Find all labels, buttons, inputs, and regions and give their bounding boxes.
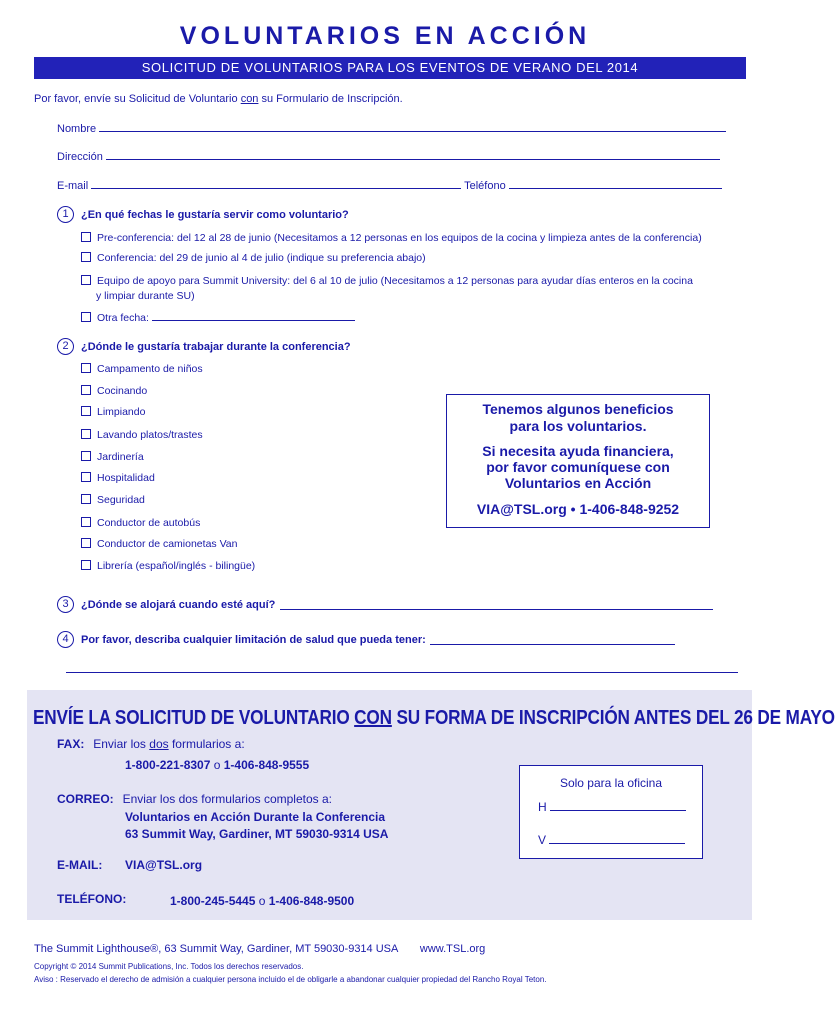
checkbox-icon[interactable] [81,275,91,285]
option-label: Equipo de apoyo para Summit University: del 6 al 10 de julio (Necesitamos a 12 personas para ayudar días enteros en la cocina [97,275,693,287]
phone-label: Teléfono [464,180,506,192]
office-h-row [538,800,686,814]
address-field[interactable] [106,149,720,160]
fax-text-after: formularios a: [168,737,245,751]
checkbox-icon[interactable] [81,406,91,416]
q1-option-support-team-cont: y limpiar durante SU) [96,290,195,302]
fax-number-1[interactable]: 1-800-221-8307 [125,758,211,772]
mail-address-2: 63 Summit Way, Gardiner, MT 59030-9314 USA [125,827,389,841]
checkbox-icon[interactable] [81,429,91,439]
phone-or: o [255,894,269,908]
office-h-field[interactable] [550,800,686,811]
option-label: Campamento de niños [97,363,203,375]
checkbox-icon[interactable] [81,538,91,548]
question-2 [57,338,351,356]
benefits-line-5: Voluntarios en Acción [504,475,652,491]
phone-label-bottom: TELÉFONO: [57,892,127,906]
submission-title-after: SU FORMA DE INSCRIPCIÓN ANTES DEL 26 DE MAYO [391,707,835,729]
mail-label: CORREO: [57,792,114,806]
fax-or: o [210,758,224,772]
submission-title [33,707,835,730]
question-3-text: ¿Dónde se alojará cuando esté aquí? [81,598,276,611]
option-label: Lavando platos/trastes [97,429,203,441]
form-banner: SOLICITUD DE VOLUNTARIOS PARA LOS EVENTOS DE VERANO DEL 2014 [34,57,746,79]
question-number-2: 2 [57,338,74,355]
phone-field[interactable] [509,178,722,189]
intro-text [34,93,403,105]
q1-option-preconference[interactable] [81,231,702,245]
benefits-line-2: para los voluntarios. [509,418,647,434]
intro-before: Por favor, envíe su Solicitud de Voluntario [34,93,241,105]
checkbox-icon[interactable] [81,560,91,570]
checkbox-icon[interactable] [81,472,91,482]
question-2-text: ¿Dónde le gustaría trabajar durante la conferencia? [81,340,351,353]
q2-option-bookstore[interactable] [81,559,255,573]
option-label: Jardinería [97,451,144,463]
footer-website-link[interactable]: www.TSL.org [419,943,486,955]
fax-numbers [125,756,309,774]
benefits-line-1: Tenemos algunos beneficios [482,401,674,417]
question-1-text: ¿En qué fechas le gustaría servir como voluntario? [81,208,349,221]
fax-text-before: Enviar los [93,737,150,751]
office-h-label: H [538,800,547,814]
checkbox-icon[interactable] [81,517,91,527]
q2-option-van-driver[interactable] [81,537,237,551]
question-3 [57,596,713,614]
question-1 [57,206,349,224]
fax-row [57,735,245,753]
checkbox-icon[interactable] [81,451,91,461]
checkbox-icon[interactable] [81,232,91,242]
q2-option-dishes[interactable] [81,428,203,442]
name-field[interactable] [99,121,726,132]
checkbox-icon[interactable] [81,252,91,262]
email-phone-row [57,178,722,192]
health-field-line-2[interactable] [66,672,738,673]
checkbox-icon[interactable] [81,312,91,322]
name-label: Nombre [57,123,97,135]
q2-option-cleaning[interactable] [81,405,145,419]
intro-underlined: con [240,93,259,105]
office-use-title: Solo para la oficina [559,776,663,790]
q2-option-cooking[interactable] [81,384,147,398]
name-row [57,121,726,135]
question-4-text: Por favor, describa cualquier limitación de salud que pueda tener: [81,633,426,646]
checkbox-icon[interactable] [81,494,91,504]
option-label: Conductor de autobús [97,517,201,529]
option-label: Librería (español/inglés - bilingüe) [97,560,256,572]
phone-numbers [170,892,354,910]
q2-option-kids-camp[interactable] [81,362,203,376]
office-v-label: V [538,833,547,847]
question-4 [57,631,675,649]
submission-title-before: ENVÍE LA SOLICITUD DE VOLUNTARIO [33,707,355,729]
mail-address-1: Voluntarios en Acción Durante la Conferencia [125,810,386,824]
email-field[interactable] [91,178,461,189]
office-v-field[interactable] [549,833,685,844]
option-label: Limpiando [97,406,146,418]
q2-option-bus-driver[interactable] [81,516,200,530]
option-label: Pre-conferencia: del 12 al 28 de junio (Necesitamos a 12 personas en los equipos de la cocina y limpieza antes de la conferencia) [97,232,702,244]
option-label: Otra fecha: [97,312,149,324]
question-number-4: 4 [57,631,74,648]
footer-address-row [34,943,485,955]
benefits-line-3: Si necesita ayuda financiera, [482,443,674,459]
q1-option-support-team[interactable] [81,274,693,288]
checkbox-icon[interactable] [81,385,91,395]
page-title: VOLUNTARIOS EN ACCIÓN [179,22,591,50]
fax-number-2[interactable]: 1-406-848-9555 [223,758,310,772]
benefits-heading [447,401,709,435]
footer-notice: Aviso : Reservado el derecho de admisión a cualquier persona incluido el de obligarle a abandonar cualquier propiedad del Rancho Royal Teton. [34,975,547,984]
q2-option-gardening[interactable] [81,450,144,464]
other-date-field[interactable] [152,310,355,321]
footer-address: The Summit Lighthouse®, 63 Summit Way, Gardiner, MT 59030-9314 USA [34,943,398,955]
intro-after: su Formulario de Inscripción. [258,93,403,105]
benefits-help [447,443,709,491]
email-label-bottom: E-MAIL: [57,858,103,872]
option-label: Hospitalidad [97,472,155,484]
question-number-1: 1 [57,206,74,223]
q2-option-hospitality[interactable] [81,471,155,485]
mail-row [57,790,332,808]
question-number-3: 3 [57,596,74,613]
phone-number-1[interactable]: 1-800-245-5445 [170,894,256,908]
office-use-box [519,765,703,859]
benefits-line-4: por favor comuníquese con [486,459,670,475]
benefits-contact[interactable]: VIA@TSL.org • 1-406-848-9252 [476,501,680,517]
option-label: Seguridad [97,494,145,506]
email-value[interactable]: VIA@TSL.org [125,858,203,872]
option-label: Cocinando [97,385,148,397]
lodging-field[interactable] [280,599,713,610]
q2-option-security[interactable] [81,493,145,507]
fax-label: FAX: [57,737,85,751]
checkbox-icon[interactable] [81,363,91,373]
email-label: E-mail [57,180,89,192]
phone-number-2[interactable]: 1-406-848-9500 [268,894,355,908]
office-v-row [538,833,685,847]
fax-text-underlined: dos [149,737,169,751]
health-field[interactable] [430,634,675,645]
mail-text: Enviar los dos formularios completos a: [122,792,332,806]
q1-option-conference[interactable] [81,251,426,265]
option-label: Conferencia: del 29 de junio al 4 de julio (indique su preferencia abajo) [97,252,426,264]
footer-copyright: Copyright © 2014 Summit Publications, Inc. Todos los derechos reservados. [34,962,304,971]
benefits-box [446,394,710,528]
option-label: Conductor de camionetas Van [97,538,238,550]
submission-title-underlined: CON [354,707,392,729]
q1-option-other[interactable] [81,310,355,325]
address-label: Dirección [57,151,103,163]
address-row [57,149,720,163]
